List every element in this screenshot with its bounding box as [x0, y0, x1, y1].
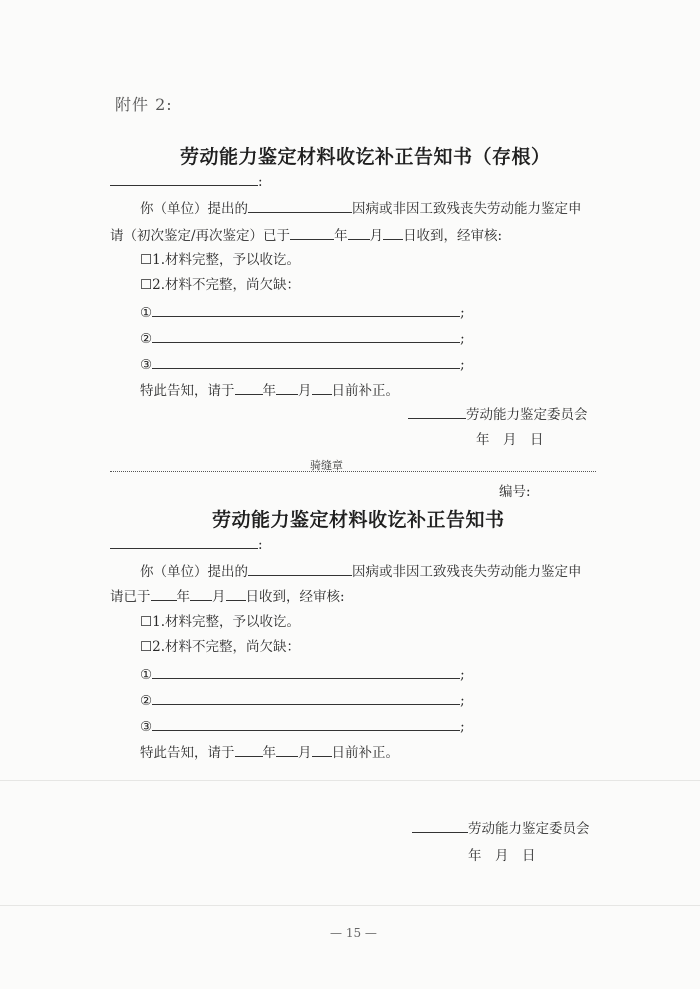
stub-notice: 特此告知，请于 年 月 日前补正。 — [140, 380, 399, 401]
addressee-blank[interactable] — [110, 534, 258, 549]
form-option-complete[interactable]: ☐1.材料完整，予以收讫。 — [140, 614, 300, 630]
form-paragraph-1: 你（单位）提出的 因病或非因工致残丧失劳动能力鉴定申 — [140, 561, 582, 582]
missing-item-blank[interactable] — [152, 716, 460, 731]
missing-item-blank[interactable] — [152, 664, 460, 679]
month-blank[interactable] — [190, 586, 212, 601]
stub-option-incomplete[interactable]: ☐2.材料不完整，尚欠缺： — [140, 277, 300, 293]
deadline-month-blank[interactable] — [276, 380, 298, 395]
form-addressee-line: : — [110, 534, 263, 555]
form-committee: 劳动能力鉴定委员会 — [412, 818, 590, 839]
seal-label: 骑缝章 — [310, 459, 343, 472]
form-date: 年 月 日 — [468, 848, 536, 864]
stub-addressee-line: : — [110, 171, 263, 192]
form-notice: 特此告知，请于 年 月 日前补正。 — [140, 742, 399, 763]
form-missing-item-1: ① ; — [140, 664, 465, 685]
missing-item-blank[interactable] — [152, 328, 460, 343]
stub-missing-item-1: ① ; — [140, 302, 465, 323]
form-paragraph-2: 请已于 年 月 日收到，经审核: — [110, 586, 345, 607]
missing-item-blank[interactable] — [152, 302, 460, 317]
deadline-year-blank[interactable] — [235, 742, 263, 757]
form-missing-item-3: ③ ; — [140, 716, 465, 737]
stub-paragraph-2: 请（初次鉴定/再次鉴定）已于 年 月 日收到，经审核: — [110, 225, 502, 246]
deadline-day-blank[interactable] — [312, 742, 332, 757]
day-blank[interactable] — [383, 225, 403, 240]
deadline-month-blank[interactable] — [276, 742, 298, 757]
stub-option-complete[interactable]: ☐1.材料完整，予以收讫。 — [140, 252, 300, 268]
stub-title: 劳动能力鉴定材料收讫补正告知书（存根） — [180, 146, 551, 168]
stub-committee: 劳动能力鉴定委员会 — [408, 404, 588, 425]
page-number: — 15 — — [330, 926, 377, 940]
day-blank[interactable] — [226, 586, 246, 601]
applicant-blank[interactable] — [248, 561, 352, 576]
stub-paragraph-1: 你（单位）提出的 因病或非因工致残丧失劳动能力鉴定申 — [140, 198, 582, 219]
stub-missing-item-3: ③ ; — [140, 354, 465, 375]
addressee-blank[interactable] — [110, 171, 258, 186]
form-title: 劳动能力鉴定材料收讫补正告知书 — [212, 509, 505, 531]
attachment-label: 附件 2: — [115, 95, 173, 114]
committee-blank[interactable] — [412, 818, 468, 833]
scan-shade-line — [0, 905, 700, 906]
scan-shade-line — [0, 780, 700, 781]
form-missing-item-2: ② ; — [140, 690, 465, 711]
perforation-line — [110, 471, 596, 472]
form-option-incomplete[interactable]: ☐2.材料不完整，尚欠缺： — [140, 639, 300, 655]
missing-item-blank[interactable] — [152, 354, 460, 369]
missing-item-blank[interactable] — [152, 690, 460, 705]
deadline-year-blank[interactable] — [235, 380, 263, 395]
stub-missing-item-2: ② ; — [140, 328, 465, 349]
deadline-day-blank[interactable] — [312, 380, 332, 395]
committee-blank[interactable] — [408, 404, 466, 419]
month-blank[interactable] — [348, 225, 370, 240]
year-blank[interactable] — [151, 586, 177, 601]
year-blank[interactable] — [290, 225, 334, 240]
applicant-blank[interactable] — [248, 198, 352, 213]
number-label: 编号: — [499, 484, 531, 500]
stub-date: 年 月 日 — [476, 432, 544, 448]
